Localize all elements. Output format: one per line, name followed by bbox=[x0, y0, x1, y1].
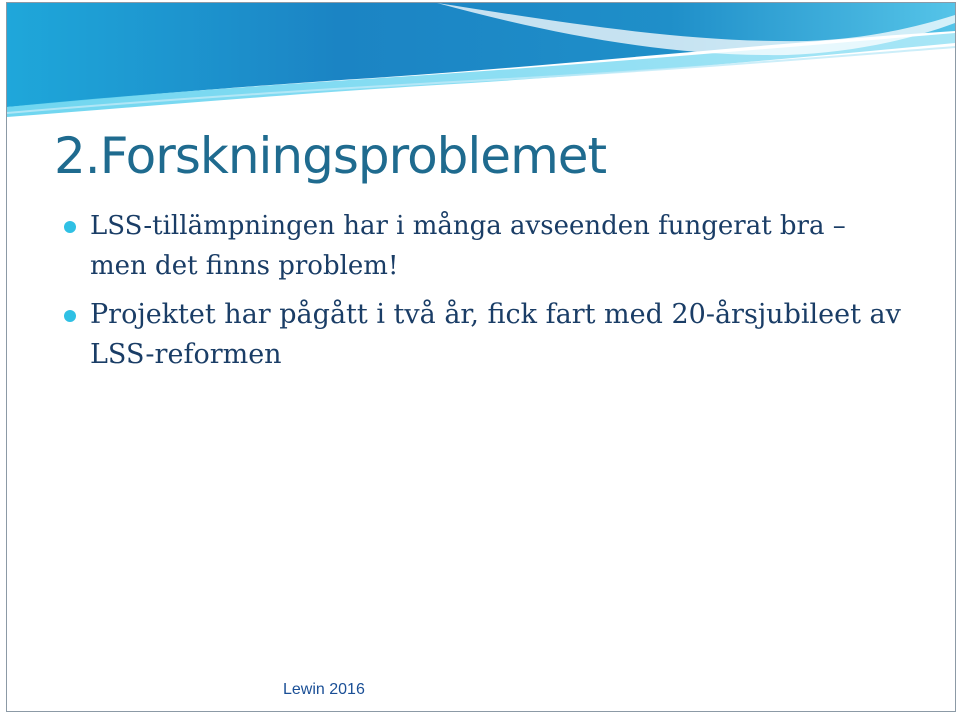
bullet-dot-icon bbox=[64, 310, 76, 322]
slide-footer: Lewin 2016 bbox=[283, 681, 365, 698]
header-wave-decoration bbox=[7, 3, 955, 121]
slide-title: 2.Forskningsproblemet bbox=[54, 127, 607, 185]
bullet-text: LSS-tillämpningen har i många avseenden fungerat bra – men det finns problem! bbox=[90, 211, 846, 281]
bullet-item bbox=[64, 206, 904, 286]
bullet-list bbox=[64, 206, 904, 384]
bullet-dot-icon bbox=[64, 221, 76, 233]
bullet-text: Projektet har pågått i två år, fick fart med 20-årsjubileet av LSS-reformen bbox=[90, 299, 901, 370]
bullet-item bbox=[64, 295, 904, 375]
